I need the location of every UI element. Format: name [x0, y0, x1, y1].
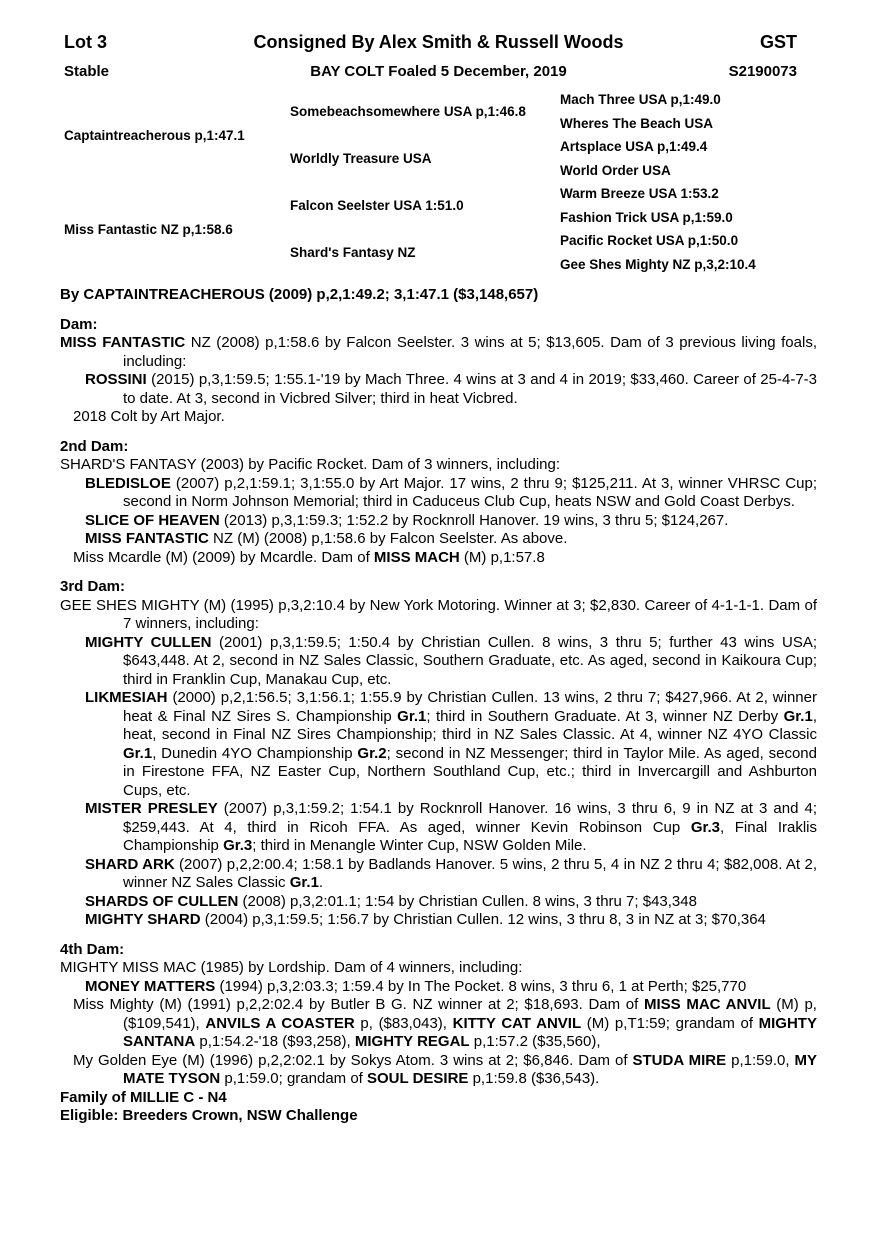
section-heading: Dam:	[60, 315, 98, 333]
gst-label: GST	[759, 32, 797, 52]
pedigree-ancestor: Gee Shes Mighty NZ p,3,2:10.4	[560, 256, 756, 272]
progeny-entry: ROSSINI (2015) p,3,1:59.5; 1:55.1-'19 by Mach Three. 4 wins at 3 and 4 in 2019; $33,460. Career of 25-4-7-3 to date. At 3, second in Vicbred Silver; third in heat Vicbred.	[85, 371, 817, 407]
progeny-entry: MONEY MATTERS (1994) p,3,2:03.3; 1:59.4 by In The Pocket. 8 wins, 3 thru 6, 1 at Perth; $25,770	[85, 977, 747, 995]
pedigree-text	[60, 286, 817, 1126]
consignor-title: Consigned By Alex Smith & Russell Woods	[253, 32, 624, 52]
pedigree-dam: Miss Fantastic NZ p,1:58.6	[64, 221, 233, 237]
stable-label: Stable	[64, 63, 110, 80]
progeny-entry: SLICE OF HEAVEN (2013) p,3,1:59.3; 1:52.2 by Rocknroll Hanover. 19 wins, 3 thru 5; $124,267.	[85, 511, 729, 529]
footer-line: Eligible: Breeders Crown, NSW Challenge	[60, 1107, 358, 1124]
pedigree-dam-sire: Falcon Seelster USA 1:51.0	[290, 198, 464, 213]
pedigree-sire-dam: Worldly Treasure USA	[290, 151, 432, 166]
lot-number: Lot 3	[64, 32, 107, 52]
header-left	[60, 28, 240, 86]
page-header	[60, 28, 817, 86]
pedigree-ancestor: Artsplace USA p,1:49.4	[560, 139, 708, 155]
catalog-code: S2190073	[728, 63, 797, 80]
sire-summary: By CAPTAINTREACHEROUS (2009) p,2,1:49.2; 3,1:47.1 ($3,148,657)	[60, 286, 539, 303]
foal-description: BAY COLT Foaled 5 December, 2019	[310, 63, 567, 80]
progeny-entry: LIKMESIAH (2000) p,2,1:56.5; 3,1:56.1; 1:55.9 by Christian Cullen. 13 wins, 2 thru 7; $427,966. At 2, winner heat & Final NZ Sires S. Championship Gr.1; third in Southern Graduate. At 3, winner NZ Derby Gr.1, heat, second in Final NZ Sires Championship; third in NZ Sales Classic. At 4, winner NZ 4YO Classic Gr.1, Dunedin 4YO Championship Gr.2; second in NZ Messenger; third in Taylor Mile. As aged, second in Firestone FFA, NZ Easter Cup, Northern Southland Cup, etc.; third in Invercargill and Ashburton Cups, etc.	[85, 689, 817, 799]
pedigree-ancestor: Warm Breeze USA 1:53.2	[560, 186, 719, 202]
progeny-entry: MIGHTY CULLEN (2001) p,3,1:59.5; 1:50.4 by Christian Cullen. 8 wins, 3 thru 5; further 43 wins USA; $643,448. At 2, second in NZ Sales Classic, Southern Graduate, etc. As aged, second in Kaikoura Cup; third in Franklin Cup, Manakau Cup, etc.	[85, 633, 817, 688]
section-heading: 3rd Dam:	[60, 578, 126, 595]
pedigree-table	[60, 88, 817, 276]
progeny-entry-plain: Miss Mcardle (M) (2009) by Mcardle. Dam of MISS MACH (M) p,1:57.8	[73, 548, 545, 566]
progeny-entry-plain: My Golden Eye (M) (1996) p,2,2:02.1 by Sokys Atom. 3 wins at 2; $6,846. Dam of STUDA MIRE p,1:59.0, MY MATE TYSON p,1:59.0; grandam of SOUL DESIRE p,1:59.8 ($36,543).	[73, 1051, 818, 1087]
progeny-entry: SHARD ARK (2007) p,2,2:00.4; 1:58.1 by Badlands Hanover. 5 wins, 2 thru 5, 4 in NZ 2 thru 4; $82,008. At 2, winner NZ Sales Classic Gr.1.	[85, 855, 817, 891]
pedigree-ancestor: Fashion Trick USA p,1:59.0	[560, 209, 733, 225]
family-paragraphs	[60, 316, 817, 1126]
pedigree-sire: Captaintreacherous p,1:47.1	[64, 127, 245, 143]
progeny-entry: MISTER PRESLEY (2007) p,3,1:59.2; 1:54.1 by Rocknroll Hanover. 16 wins, 3 thru 6, 9 in NZ at 3 and 4; $259,443. At 4, third in Ricoh FFA. As aged, winner Kevin Robinson Cup Gr.3, Final Iraklis Championship Gr.3; third in Menangle Winter Cup, NSW Golden Mile.	[85, 800, 818, 854]
progeny-entry: MISS FANTASTIC NZ (M) (2008) p,1:58.6 by Falcon Seelster. As above.	[85, 530, 568, 547]
pedigree-ancestor: Pacific Rocket USA p,1:50.0	[560, 233, 739, 249]
footer-line: Family of MILLIE C - N4	[60, 1088, 227, 1106]
progeny-entry: SHARDS OF CULLEN (2008) p,3,2:01.1; 1:54 by Christian Cullen. 8 wins, 3 thru 7; $43,348	[85, 892, 697, 910]
progeny-entry: BLEDISLOE (2007) p,2,1:59.1; 3,1:55.0 by Art Major. 17 wins, 2 thru 9; $125,211. At 3, winner VHRSC Cup; second in Norm Johnson Memorial; third in Caduceus Club Cup, heats NSW and Gold Coast Derbys.	[85, 474, 817, 510]
section-heading: 4th Dam:	[60, 940, 125, 958]
header-center	[240, 28, 637, 86]
progeny-entry-plain: Miss Mighty (M) (1991) p,2,2:02.4 by Butler B G. NZ winner at 2; $18,693. Dam of MISS MAC ANVIL (M) p, ($109,541), ANVILS A COASTER p, ($83,043), KITTY CAT ANVIL (M) p,T1:59; grandam of MIGHTY SANTANA p,1:54.2-'18 ($93,258), MIGHTY REGAL p,1:57.2 ($35,560),	[73, 996, 817, 1050]
header-right	[637, 28, 817, 86]
pedigree-ancestor: World Order USA	[560, 162, 671, 178]
pedigree-dam-dam: Shard's Fantasy NZ	[290, 245, 416, 260]
dam-detail-paragraph: MIGHTY MISS MAC (1985) by Lordship. Dam of 4 winners, including:	[60, 959, 523, 976]
pedigree-ancestor: Mach Three USA p,1:49.0	[560, 92, 721, 108]
dam-detail-paragraph: MISS FANTASTIC NZ (2008) p,1:58.6 by Falcon Seelster. 3 wins at 5; $13,605. Dam of 3 previous living foals, including:	[60, 334, 817, 370]
pedigree-sire-sire: Somebeachsomewhere USA p,1:46.8	[290, 104, 526, 119]
dam-detail-paragraph: SHARD'S FANTASY (2003) by Pacific Rocket. Dam of 3 winners, including:	[60, 456, 561, 473]
dam-detail-paragraph: GEE SHES MIGHTY (M) (1995) p,3,2:10.4 by New York Motoring. Winner at 3; $2,830. Career of 4-1-1-1. Dam of 7 winners, including:	[60, 596, 817, 632]
section-heading: 2nd Dam:	[60, 437, 129, 455]
pedigree-ancestor: Wheres The Beach USA	[560, 115, 714, 131]
progeny-entry: MIGHTY SHARD (2004) p,3,1:59.5; 1:56.7 by Christian Cullen. 12 wins, 3 thru 8, 3 in NZ at 3; $70,364	[85, 911, 766, 928]
progeny-entry-plain: 2018 Colt by Art Major.	[73, 408, 225, 425]
